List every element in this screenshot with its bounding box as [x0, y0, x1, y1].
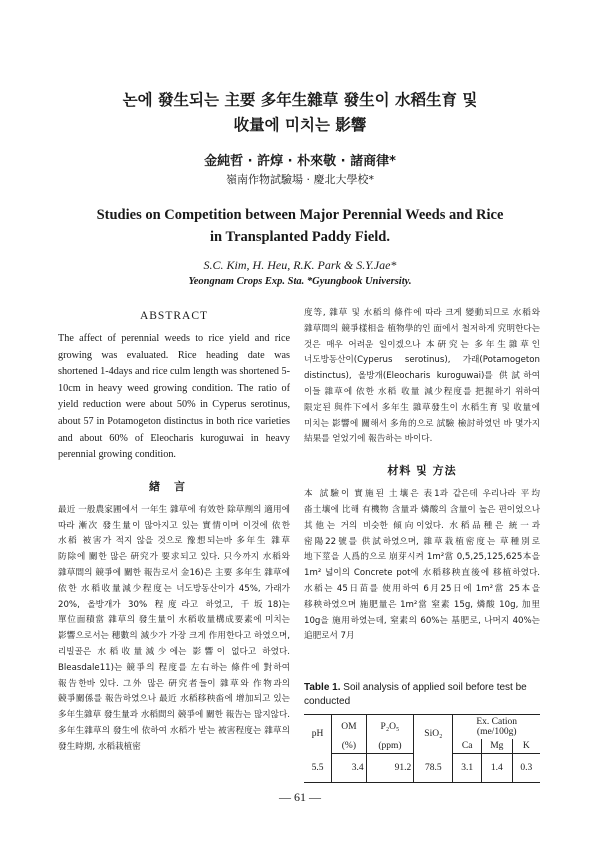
header-om: OM	[332, 715, 366, 740]
cell-k: 0.3	[512, 754, 540, 783]
english-title-line-2: in Transplanted Paddy Field.	[210, 229, 390, 245]
header-k: K	[512, 739, 540, 754]
english-title	[60, 204, 540, 248]
header-p2o5: P₂O₅	[366, 715, 414, 740]
cell-p2o5: 91.2	[366, 754, 414, 783]
korean-title-line-2: 收量에 미치는 影響	[233, 116, 367, 134]
korean-title-line-1: 논에 發生되는 主要 多年生雜草 發生이 水稻生育 및	[122, 91, 478, 109]
cell-om: 3.4	[332, 754, 366, 783]
table-caption	[304, 681, 540, 709]
header-cation-unit: (me/100g)	[476, 727, 517, 737]
header-p2o5-unit: (ppm)	[366, 739, 414, 754]
english-title-line-1: Studies on Competition between Major Perennial Weeds and Rice	[96, 207, 504, 223]
korean-authors: 金純哲 · 許焞 · 朴來敬 · 諸商律*	[204, 154, 396, 169]
table-caption-text: Soil analysis of applied soil before test be conducted	[304, 682, 527, 707]
header-exchangeable-cation	[453, 715, 540, 740]
soil-analysis-table	[304, 714, 540, 783]
abstract-heading: ABSTRACT	[139, 310, 209, 322]
methods-text: 本 試驗이 實施된 土壤은 表1과 같은데 우리나라 平均 畓土壤에 比해 有機物 含量과 燐酸의 含量이 높은 편이었으나 其他는 거의 비슷한 傾向이었다. 水稻品種은 統一과 密陽22號를 供試하였으며, 雜草栽植密度는 草種別로 地下莖을 人爲的으로 崩芽시켜 1m²當 0,5,25,125,625本을 1m² 넓이의 Concrete pot에 水稻移秧直後에 移植하였다. 水稻는 45日苗를 使用하여 6月25日에 1m²當 25本을 移秧하였으며 施肥量은 1m²當 窒素 15g, 燐酸 10g, 加里 10g을 施用하였는데, 窒素의 60%는 基肥로, 나머지 40%는 追肥로서 7月	[304, 489, 540, 642]
abstract-text: The affect of perennial weeds to rice yield and rice growing was evaluated. Rice heading date was shortened 1-4days and rice culm length was shortened 5-10cm in heavy weed growing condition. The ratio of yield reduction were about 50% in Cyperus serotinus, about 57 in Potamogeton distinctus in both rice varieties and about 60% of Eleocharis kuroguwai in heavy perennial growing condition.	[58, 333, 290, 461]
header-om-unit: (%)	[332, 739, 366, 754]
cell-ph: 5.5	[304, 754, 332, 783]
table-row	[304, 754, 540, 783]
header-cation-label: Ex. Cation	[476, 717, 518, 727]
page-number: — 61 —	[279, 790, 321, 804]
korean-affiliation: 嶺南作物試驗場 · 慶北大學校*	[226, 173, 374, 186]
korean-title	[60, 88, 540, 138]
introduction-continued-text: 度等, 雜草 및 水稻의 條件에 따라 크게 變動되므로 水稻와 雜草間의 競爭樣相을 植物學的인 面에서 철저하게 究明한다는 것은 매우 어려운 일이겠으나 本硏究는 多年生雜草인 너도방동산이(Cyperus serotinus), 가래(Potamogeton distinctus), 올방개(Eleocharis kuroguwai)를 供試하여 이들 雜草에 依한 水稻 收量 減少程度를 把握하기 위하여 限定된 與件下에서 多年生 雜草發生이 水稻生育 및 收量에 미치는 影響에 關해서 多角的으로 試驗 檢討하였던 바 몇가지 結果를 얻었기에 報告하는 바이다.	[304, 308, 540, 445]
english-authors: S.C. Kim, H. Heu, R.K. Park & S.Y.Jae*	[203, 258, 397, 272]
english-affiliation: Yeongnam Crops Exp. Sta. *Gyungbook University.	[188, 276, 412, 287]
table-caption-label: Table 1.	[304, 682, 341, 693]
right-column	[304, 306, 540, 645]
cell-sio2: 78.5	[414, 754, 453, 783]
cell-mg: 1.4	[481, 754, 512, 783]
introduction-text: 最近 一般農家圃에서 一年生 雜草에 有效한 除草劑의 適用에 따라 漸次 發生量이 많아지고 있는 實情이며 이것에 依한 水稻 被害가 적지 않을 것으로 豫想되는바 多年生 雜草 防除에 關한 많은 硏究가 要求되고 있다. 只今까지 水稻와 雜草間의 競爭에 關한 報告로서 金16)은 主要 多年生 雜草에 依한 水稻收量減少程度는 너도방동산이가 45%, 가래가 20%, 올방개가 30% 程度라고 하였고, 千坂18)는 單位面積當 雜草의 發生量이 水稻收量構成要素에 미치는 影響으로서는 穗數의 減少가 가장 크게 作用한다고 하였으며, 리빌골은 水稻收量減少에는 影響이 없다고 하였다. Bleasdale11)는 競爭의 程度를 左右하는 條件에 對하여 報告한바 있다. 그外 많은 硏究者들이 雜草와 作物과의 競爭關係를 報告하였으나 最近 水稻移秧畓에 增加되고 있는 多年生雜草 發生量과 水稻間의 競爭에 關한 報告는 많지않다. 多年生雜草의 發生에 依하여 水稻가 받는 被害程度는 雜草의 發生時期, 水稻栽植密	[58, 504, 290, 752]
methods-heading: 材料 및 方法	[387, 464, 457, 478]
left-column	[58, 310, 290, 756]
header-mg: Mg	[481, 739, 512, 754]
header-sio2: SiO₂	[414, 715, 453, 754]
header-ph: pH	[304, 715, 332, 754]
header-ca: Ca	[453, 739, 482, 754]
introduction-heading: 緖言	[149, 479, 199, 493]
cell-ca: 3.1	[453, 754, 482, 783]
